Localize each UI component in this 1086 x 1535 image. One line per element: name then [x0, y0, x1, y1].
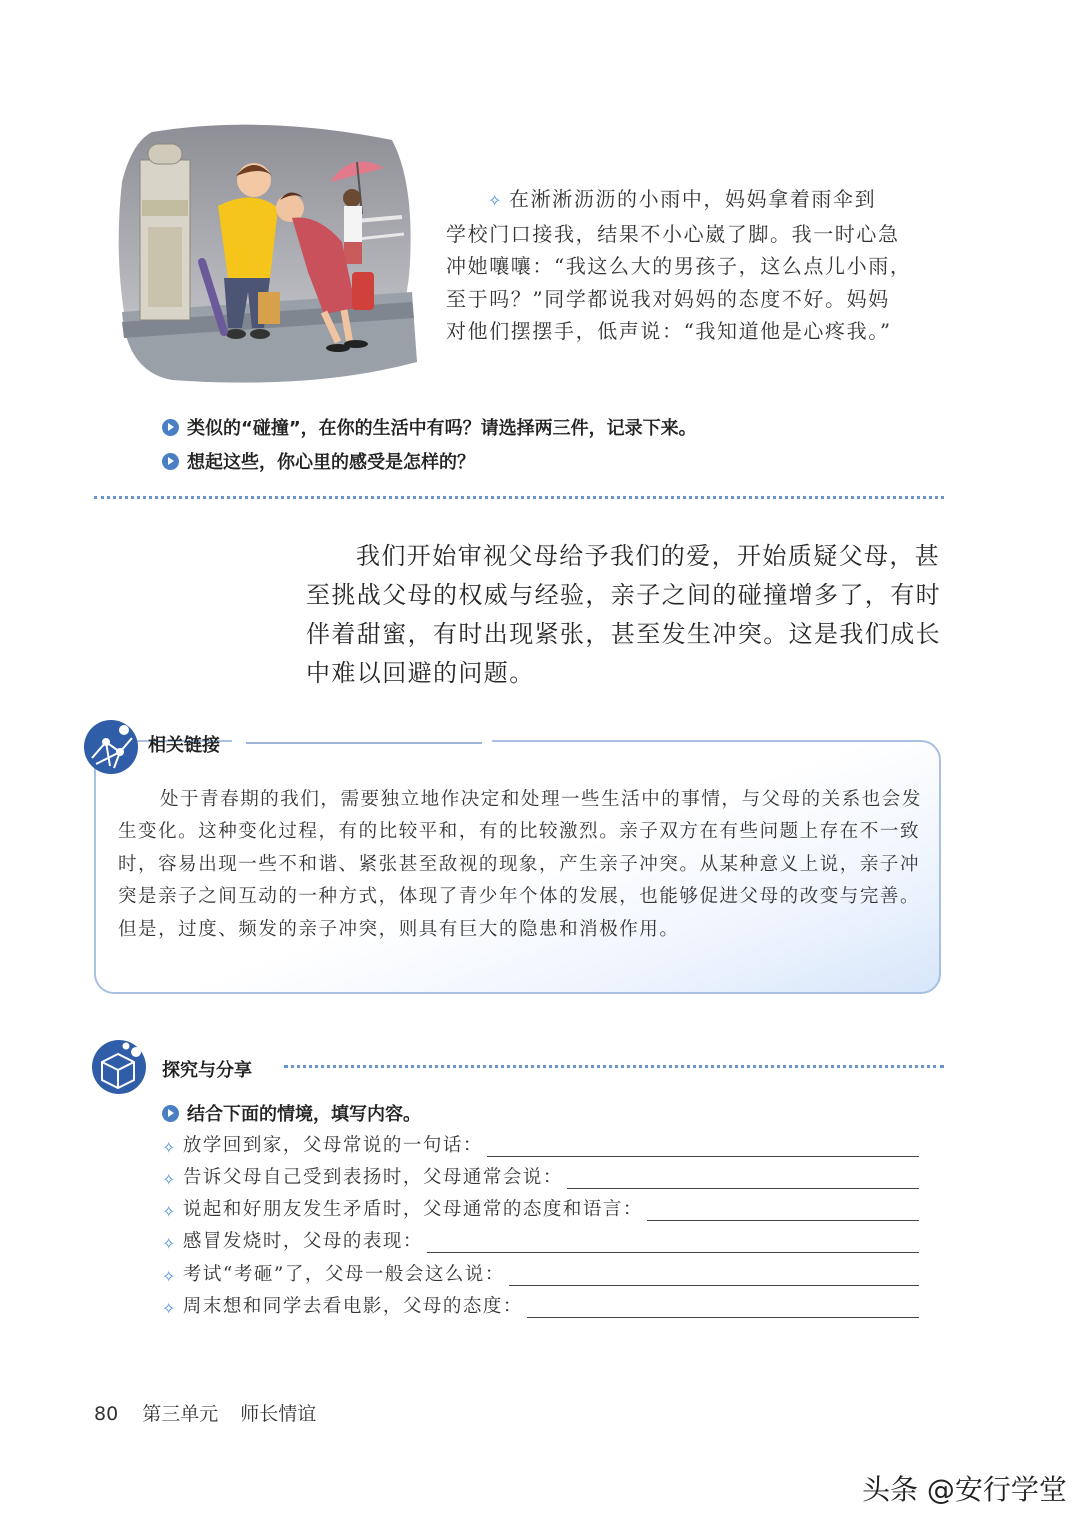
answer-line[interactable]	[647, 1200, 919, 1221]
diamond-icon: ✧	[162, 1170, 177, 1189]
related-link-title: 相关链接	[148, 735, 220, 756]
page-number: 80	[94, 1403, 119, 1425]
story-line: 至于吗？”同学都说我对妈妈的态度不好。妈妈	[446, 286, 890, 311]
diamond-icon: ✧	[162, 1299, 177, 1318]
question-item: 类似的“碰撞”，在你的生活中有吗？请选择两三件，记录下来。	[162, 414, 697, 440]
play-bullet-icon	[162, 453, 179, 470]
diamond-icon: ✧	[162, 1202, 177, 1221]
fill-item: ✧ 告诉父母自己受到表扬时，父母通常会说：	[162, 1159, 919, 1189]
diamond-icon: ✧	[488, 191, 504, 210]
story-line: 对他们摆摆手，低声说：“我知道他是心疼我。”	[446, 319, 892, 344]
answer-line[interactable]	[509, 1265, 919, 1286]
related-link-text: 处于青春期的我们，需要独立地作决定和处理一些生活中的事情，与父母的关系也会发生变化。这种变化过程，有的比较平和，有的比较激烈。亲子双方在有些问题上存在不一致时，容易出现一些不和谐、紧张甚至敌视的现象，产生亲子冲突。从某种意义上说，亲子冲突是亲子之间互动的一种方式，体现了青少年个体的发展，也能够促进父母的改变与完善。但是，过度、频发的亲子冲突，则具有巨大的隐患和消极作用。	[118, 789, 922, 940]
title-rule	[246, 742, 482, 744]
story-illustration	[112, 122, 417, 384]
unit-title: 师长情谊	[240, 1403, 317, 1425]
story-text	[446, 183, 924, 348]
fill-item: ✧ 感冒发烧时，父母的表现：	[162, 1223, 919, 1253]
answer-line[interactable]	[527, 1297, 919, 1318]
fill-item: ✧ 周末想和同学去看电影，父母的态度：	[162, 1288, 919, 1318]
story-line: ✧ 在淅淅沥沥的小雨中，妈妈拿着雨伞到	[488, 187, 877, 211]
explore-title: 探究与分享	[162, 1060, 252, 1081]
explore-divider	[284, 1065, 944, 1068]
story-line: 学校门口接我，结果不小心崴了脚。我一时心急	[446, 221, 900, 246]
section-divider	[94, 496, 944, 499]
network-badge-icon	[84, 720, 138, 774]
question-item: 想起这些，你心里的感受是怎样的？	[162, 448, 475, 474]
unit-label: 第三单元	[142, 1403, 219, 1425]
watermark-text: 头条 @安行学堂	[862, 1473, 1067, 1506]
answer-line[interactable]	[567, 1168, 919, 1189]
fill-item: ✧ 考试“考砸”了，父母一般会这么说：	[162, 1256, 919, 1286]
answer-line[interactable]	[487, 1136, 919, 1157]
page-footer	[94, 1399, 316, 1426]
play-bullet-icon	[162, 419, 179, 436]
diamond-icon: ✧	[162, 1234, 177, 1253]
fill-item: ✧ 放学回到家，父母常说的一句话：	[162, 1127, 919, 1157]
answer-line[interactable]	[427, 1232, 919, 1253]
fill-item: ✧ 说起和好朋友发生矛盾时，父母通常的态度和语言：	[162, 1191, 919, 1221]
cube-badge-icon	[92, 1040, 146, 1094]
explore-instruction: 结合下面的情境，填写内容。	[162, 1100, 421, 1126]
main-paragraph: 我们开始审视父母给予我们的爱，开始质疑父母，甚至挑战父母的权威与经验，亲子之间的碰撞增多了，有时伴着甜蜜，有时出现紧张，甚至发生冲突。这是我们成长中难以回避的问题。	[306, 542, 941, 687]
diamond-icon: ✧	[162, 1267, 177, 1286]
story-line: 冲她嚷嚷：“我这么大的男孩子，这么点儿小雨，	[446, 254, 912, 279]
diamond-icon: ✧	[162, 1138, 177, 1157]
play-bullet-icon	[162, 1105, 179, 1122]
